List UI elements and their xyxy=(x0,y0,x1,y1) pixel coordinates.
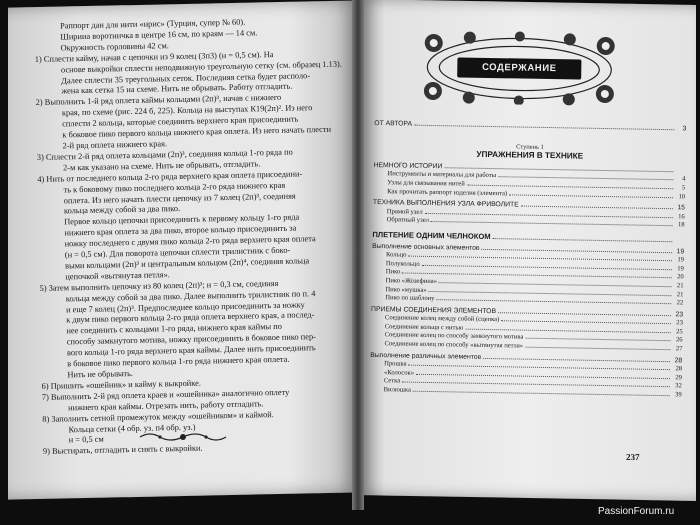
text-line: 6) Пришить «ошейник» и кайму к выкройке. xyxy=(41,378,201,391)
text-line: н = 0,5 см xyxy=(68,435,104,445)
toc-entry-label: Узлы для связывания нитей xyxy=(387,179,465,188)
toc-leader-dots xyxy=(498,312,671,316)
text-line: к двум пико первого кольца 2-го ряда оплета верхнего края, а послед- xyxy=(66,310,315,325)
text-line: цепочкой «вытянутая петля». xyxy=(65,270,170,282)
toc-leader-dots xyxy=(467,185,673,190)
text-line: сплести 2 кольца, которые соединить верхнего края присоединить xyxy=(62,114,299,129)
toc-leader-dots xyxy=(498,177,673,181)
toc-leader-dots xyxy=(509,194,673,198)
toc-entry-page: 32 xyxy=(675,382,682,390)
toc-leader-dots xyxy=(431,221,673,226)
toc-entry-page: 21 xyxy=(676,290,684,298)
toc-entry-label: Полукольцо xyxy=(385,259,420,268)
toc-entry-label: Инструменты и материалы для работы xyxy=(387,170,497,180)
toc-entry-label: Вилюшка xyxy=(383,386,412,394)
toc-entry-page: 20 xyxy=(677,273,684,281)
text-line: края, по схеме (рис. 224 б, 225). Кольца на выступах К19(2п)². Из него xyxy=(61,103,313,118)
toc-entry-label: Выполнение основных элементов xyxy=(372,242,480,252)
toc-entry-page: 39 xyxy=(674,391,682,399)
toc-entry-page: 4 xyxy=(682,175,686,183)
left-page-text xyxy=(34,15,363,458)
toc-entry-label: Прошва xyxy=(384,360,407,368)
toc-entry-label: Соединение кольца с нитью xyxy=(384,323,464,332)
text-line: нижнего края каймы. Отрезать нить, работу отгладить. xyxy=(67,398,264,413)
toc-entry-page: 28 xyxy=(674,356,683,365)
toc-leader-dots xyxy=(436,299,671,304)
text-line: ножку последнего с двумя пико кольца 2-го ряда верхнего края оплета xyxy=(64,234,316,249)
toc-entry-label: ПРИЕМЫ СОЕДИНЕНИЯ ЭЛЕМЕНТОВ xyxy=(371,305,497,315)
toc-entry-label: Выполнение различных элементов xyxy=(370,351,482,361)
toc-leader-dots xyxy=(414,125,674,131)
toc-chapter-title: УПРАЖНЕНИЯ В ТЕХНИКЕ xyxy=(476,149,584,161)
toc-entry-page: 16 xyxy=(678,213,685,221)
text-line: оплета. Из него начать плести цепочку из 7 колец (2п)³, соединяя xyxy=(63,191,296,205)
text-line: Окружность горловины 42 см. xyxy=(60,40,169,53)
text-line: Нить не обрывать. xyxy=(67,369,134,380)
text-line: (н = 0,5 см). Для поворота цепочки сплести трилистник с боко- xyxy=(64,245,291,260)
toc-entry-label: Обратный узел xyxy=(386,216,430,225)
table-of-contents xyxy=(370,120,687,400)
toc-entry-label: Пико по шаблону xyxy=(385,294,435,303)
watermark: PassionForum.ru xyxy=(598,506,675,517)
toc-entry-page: 29 xyxy=(675,374,683,382)
text-line: 1) Сплести кайму, начав с цепочки из 9 колец (3п3) (н = 0,5 см). На xyxy=(34,49,274,64)
toc-entry-label: НЕМНОГО ИСТОРИИ xyxy=(373,161,443,170)
text-line: кольца между собой за два пико. Далее выполнить трилистник по п. 4 xyxy=(65,288,316,304)
text-line: 5) Затем выполнить цепочку из 80 колец (2п)³; н = 0,3 см, соединяя xyxy=(39,278,279,293)
toc-entry-label: Пико «мушка» xyxy=(385,285,427,294)
toc-entry-page: 22 xyxy=(676,299,684,307)
toc-entry-label: ПЛЕТЕНИЕ ОДНИМ ЧЕЛНОКОМ xyxy=(372,229,491,241)
text-line: 7) Выполнить 2-й ряд оплета краев и «ошейника» аналогично оплету xyxy=(41,387,290,402)
text-line: жена как сетка 15 на схеме. Нить не обрывать. Работу отгладить. xyxy=(61,82,293,96)
text-line: способу замкнутого мотива, ножку присоединить в боковое пико пер- xyxy=(66,332,316,347)
toc-entry-label: Соединение колец по способу замкнутого мотива xyxy=(384,331,524,342)
text-line: вого кольца 1-го ряда верхнего края каймы. Далее нить присоединить xyxy=(66,343,316,358)
text-line: 9) Выстирать, отгладить и снять с выкройки. xyxy=(42,443,203,457)
page-number: 237 xyxy=(625,451,640,463)
text-line: нижнего края оплета за два пико, второе кольцо присоединить за xyxy=(64,223,297,238)
contents-title: СОДЕРЖАНИЕ xyxy=(457,57,581,79)
toc-entry-page: 25 xyxy=(676,328,683,336)
text-line: 2-м как указано на схеме. Нить не обрывать, отгладить. xyxy=(62,159,261,173)
text-line: Ширина воротничка в центре 16 см, по краям — 14 см. xyxy=(60,28,258,42)
text-line: 4) Нить от последнего кольца 2-го ряда верхнего края оплета присоедини- xyxy=(37,169,303,184)
toc-entry-page: 27 xyxy=(675,345,683,353)
toc-entry-page: 28 xyxy=(675,365,683,373)
toc-leader-dots xyxy=(493,238,673,242)
toc-entry-label: «Колосок» xyxy=(383,369,415,377)
toc-entry-label: Прямой узел xyxy=(386,207,423,216)
toc-entry-page: 3 xyxy=(682,125,687,133)
text-line: Раппорт дан для нити «ирис» (Турция, супер № 60). xyxy=(59,17,246,31)
text-line: кольца между собой за два пико. xyxy=(63,204,181,216)
toc-entry-page: 19 xyxy=(677,256,685,264)
text-line: в боковое пико первого кольца 1-го ряда нижнего края оплета. xyxy=(67,354,290,369)
toc-entry-page: 10 xyxy=(678,192,686,200)
text-line: выми кольцами (2п)³ и центральным кольцом (2п)⁴, соединяя кольца xyxy=(65,256,310,271)
toc-entry-page: 19 xyxy=(677,265,684,273)
toc-leader-dots xyxy=(482,248,673,252)
toc-entry-page: 23 xyxy=(676,319,683,327)
toc-step-label: Ступень 1 xyxy=(516,143,544,151)
text-line: Кольца сетки (4 обр. уз. п4 обр. уз.) xyxy=(68,422,196,434)
toc-entry xyxy=(374,120,686,134)
text-line: к боковое пико первого кольца нижнего края оплета. Из него начать плести xyxy=(62,124,332,140)
toc-entry-label: Сетка xyxy=(383,377,401,385)
toc-entry-label: ТЕХНИКА ВЫПОЛНЕНИЯ УЗЛА ФРИВОЛИТЕ xyxy=(372,199,519,209)
toc-leader-dots xyxy=(465,328,670,333)
toc-entry-label: Пико xyxy=(385,268,401,276)
text-line: 2-й ряд оплета нижнего края. xyxy=(62,139,168,151)
toc-entry-page: 23 xyxy=(675,310,684,319)
toc-leader-dots xyxy=(525,347,670,351)
toc-entry-page: 26 xyxy=(675,336,683,344)
toc-entry-page: 21 xyxy=(676,282,684,290)
text-line: основе выкройки сплести неподвижную треугольную сетку (см. образец 1.13). xyxy=(60,59,342,75)
text-line: нее соединить с кольцами 1-го ряда, нижнего края каймы по xyxy=(66,322,282,336)
toc-entry-label: Пико «Жозефина» xyxy=(385,277,438,286)
text-line: Первое кольцо цепочки присоединить к первому кольцу 1-го ряда xyxy=(64,212,300,227)
text-line: 2) Выполнить 1-й ряд оплета каймы кольцами (2п)³, начав с нижнего xyxy=(35,93,282,108)
right-page-content xyxy=(370,28,688,400)
text-line: 8) Заполнить сетной промежуток между «ошейником» и каймой. xyxy=(42,409,274,424)
contents-title-block xyxy=(419,29,620,106)
toc-leader-dots xyxy=(525,338,670,342)
text-line: 3) Сплести 2-й ряд оплета кольцами (2п)³, соединяя кольца 1-го ряда по xyxy=(36,147,293,162)
toc-entry-page: 18 xyxy=(677,221,685,229)
text-line: Далее сплести 35 треугольных сеток. Последняя сетка будет располо- xyxy=(61,70,311,85)
toc-entry-label: ОТ АВТОРА xyxy=(374,119,413,128)
toc-entry-label: Кольцо xyxy=(385,251,407,259)
toc-entry-label: Соединение колец между собой (сцепка) xyxy=(384,314,500,324)
text-line: ть к боковому пико последнего кольца 2-го ряда нижнего края xyxy=(63,180,286,195)
ornament-divider-icon xyxy=(138,430,228,444)
toc-entry-page: 19 xyxy=(676,247,685,255)
toc-leader-dots xyxy=(501,321,671,325)
toc-entry-page: 5 xyxy=(681,184,686,192)
toc-leader-dots xyxy=(413,391,670,396)
toc-entry-label: Как прочитать раппорт изделия (элемента) xyxy=(387,187,508,197)
toc-entry-label: Соединение колец по способу «вытянутая петля» xyxy=(384,340,524,350)
toc-leader-dots xyxy=(521,206,673,210)
text-line: и еще 7 колец (2п)³. Предпоследнее кольцо присоединить за ножку xyxy=(65,299,305,314)
toc-leader-dots xyxy=(483,358,670,362)
toc-entry-page: 15 xyxy=(677,204,685,212)
